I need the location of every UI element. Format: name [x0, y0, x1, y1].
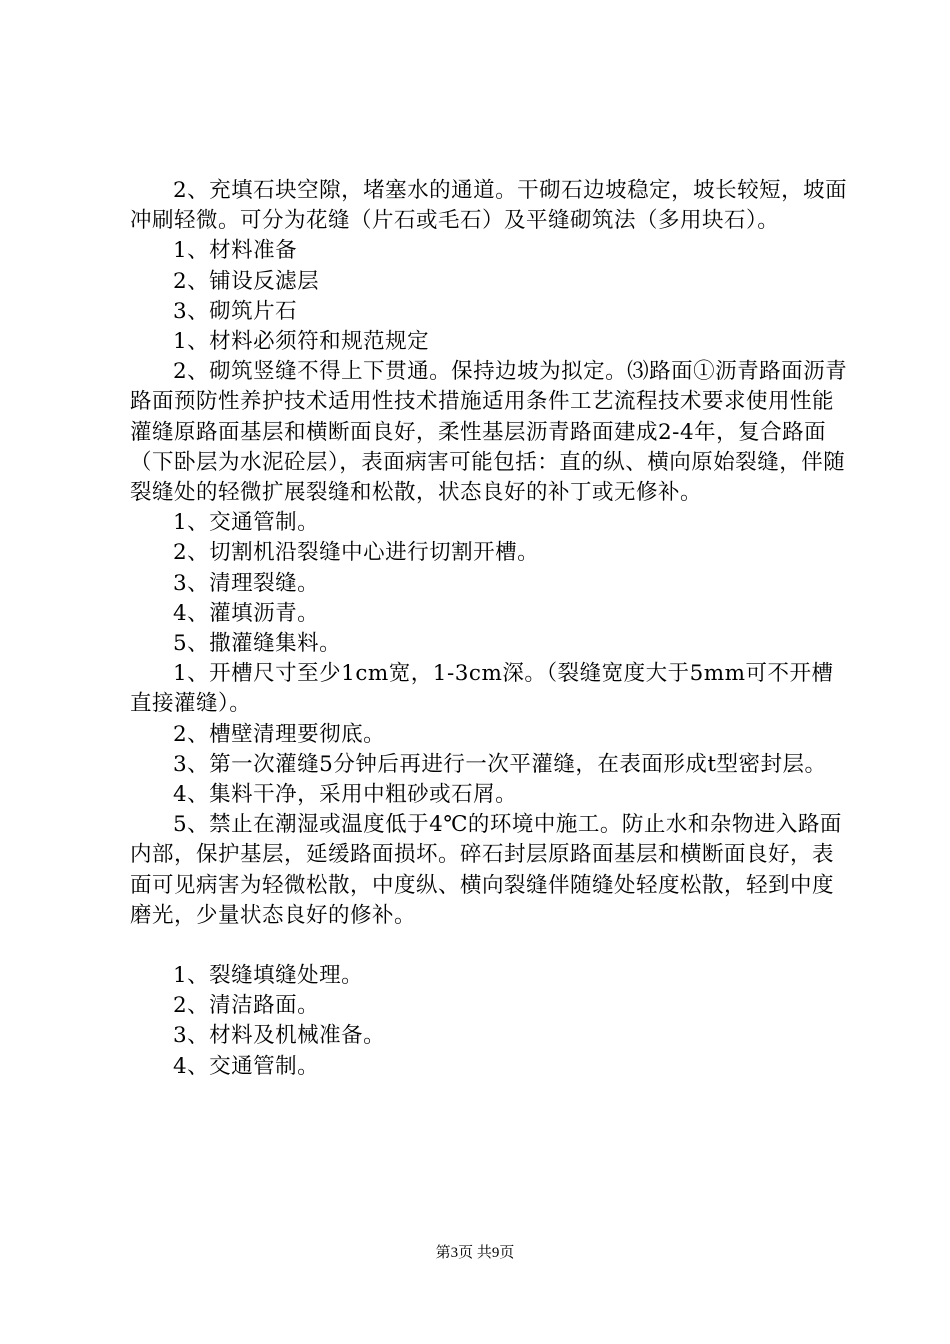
paragraph: 2、充填石块空隙，堵塞水的通道。干砌石边坡稳定，坡长较短，坡面冲刷轻微。可分为花缝（片石或毛石）及平缝砌筑法（多用块石）。 [130, 178, 848, 234]
paragraph: 5、禁止在潮湿或温度低于4℃的环境中施工。防止水和杂物进入路面内部，保护基层，延缓路面损坏。碎石封层原路面基层和横断面良好，表面可见病害为轻微松散，中度纵、横向裂缝伴随缝处轻度松散，轻到中度磨光，少量状态良好的修补。 [130, 812, 842, 928]
paragraph: 1、材料必须符和规范规定 [173, 329, 430, 355]
paragraph: 1、材料准备 [173, 238, 298, 264]
paragraph: 2、槽壁清理要彻底。 [173, 721, 386, 747]
paragraph: 4、灌填沥青。 [173, 600, 320, 626]
paragraph: 5、撒灌缝集料。 [173, 631, 342, 657]
paragraph: 4、交通管制。 [173, 1053, 320, 1079]
paragraph: 3、第一次灌缝5分钟后再进行一次平灌缝，在表面形成t型密封层。 [173, 751, 827, 777]
paragraph: 1、交通管制。 [173, 510, 320, 536]
page-number-footer: 第3页 共9页 [435, 1245, 515, 1261]
paragraph: 4、集料干净，采用中粗砂或石屑。 [173, 782, 518, 808]
paragraph: 2、清洁路面。 [173, 993, 320, 1019]
paragraph: 3、清理裂缝。 [173, 570, 320, 596]
paragraph: 3、砌筑片石 [173, 298, 298, 324]
document-body [130, 176, 850, 1082]
paragraph: 2、切割机沿裂缝中心进行切割开槽。 [173, 540, 540, 566]
paragraph: 2、铺设反滤层 [173, 268, 320, 294]
paragraph: 1、开槽尺寸至少1cm宽，1-3cm深。（裂缝宽度大于5mm可不开槽直接灌缝）。 [130, 661, 834, 717]
paragraph: 3、材料及机械准备。 [173, 1023, 386, 1049]
paragraph: 1、裂缝填缝处理。 [173, 963, 364, 989]
paragraph: 2、砌筑竖缝不得上下贯通。保持边坡为拟定。⑶路面①沥青路面沥青路面预防性养护技术适用性技术措施适用条件工艺流程技术要求使用性能灌缝原路面基层和横断面良好，柔性基层沥青路面建成2-4年，复合路面（下卧层为水泥砼层），表面病害可能包括：直的纵、横向原始裂缝，伴随裂缝处的轻微扩展裂缝和松散，状态良好的补丁或无修补。 [130, 359, 848, 506]
